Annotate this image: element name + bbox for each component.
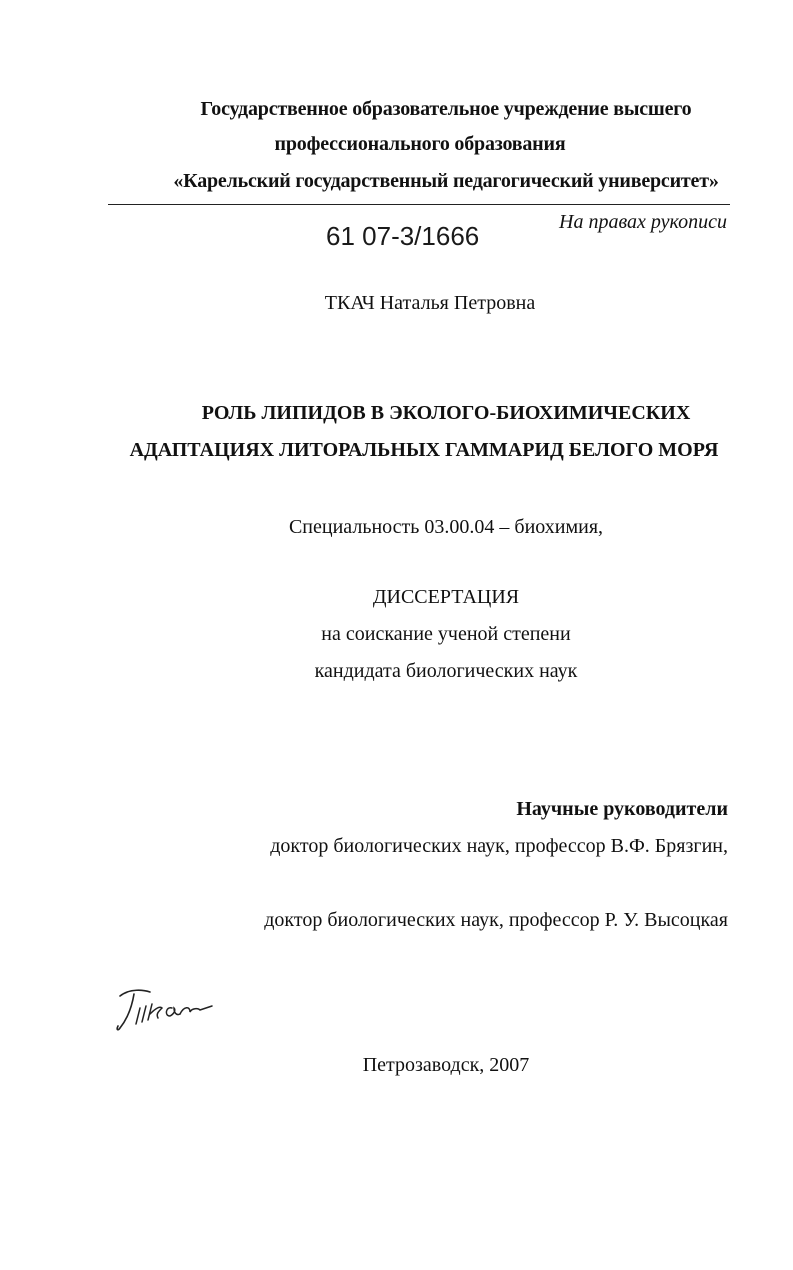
institution-line-3: «Карельский государственный педагогический университет» [173,170,719,192]
handwritten-signature [110,978,220,1038]
supervisor-1: доктор биологических наук, профессор В.Ф. Брязгин, [270,835,728,857]
specialty: Специальность 03.00.04 – биохимия, [288,516,604,538]
degree-line-2: кандидата биологических наук [314,660,578,682]
author-name: ТКАЧ Наталья Петровна [324,292,536,314]
institution-line-1: Государственное образовательное учреждение высшего [200,98,692,120]
header-divider [108,204,730,205]
supervisors-heading: Научные руководители [516,798,728,820]
dissertation-heading: ДИССЕРТАЦИЯ [372,586,520,608]
supervisor-2: доктор биологических наук, профессор Р. У. Высоцкая [264,909,728,931]
dissertation-title-line-2: АДАПТАЦИЯХ ЛИТОРАЛЬНЫХ ГАММАРИД БЕЛОГО МОРЯ [129,439,719,461]
degree-line-1: на соискание ученой степени [321,623,571,645]
dissertation-title-line-1: РОЛЬ ЛИПИДОВ В ЭКОЛОГО-БИОХИМИЧЕСКИХ [201,402,691,424]
stamp-number: 61 07-3/1666 [326,221,480,251]
place-and-year: Петрозаводск, 2007 [362,1054,530,1076]
institution-line-2: профессионального образования [274,133,566,155]
rights-note: На правах рукописи [559,211,727,233]
